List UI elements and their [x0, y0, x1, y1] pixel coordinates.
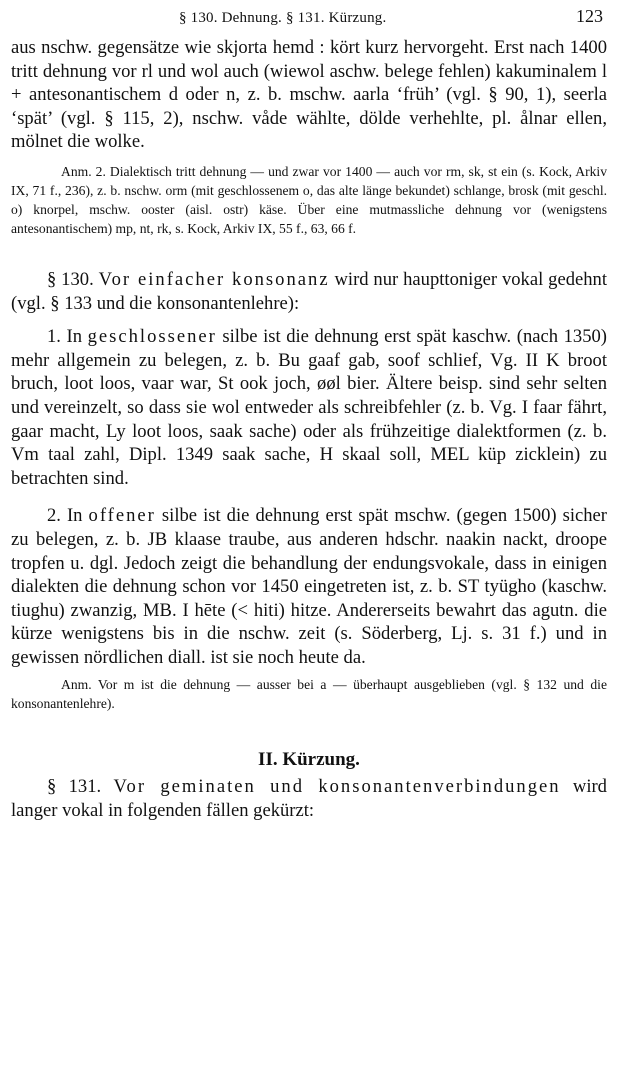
page-number: 123 — [576, 6, 603, 26]
section-131-spaced-heading: Vor geminaten und konsonantenverbindungen — [113, 776, 561, 798]
item-1-number: 1. In — [47, 326, 82, 348]
footnote-anm-2: Anm. 2. Dialektisch tritt dehnung — und zwar vor 1400 — auch vor rm, sk, st ein (s. Kock, Arkiv IX, 71 f., 236), z. b. nschw. orm (mit geschlossenem o, das alte länge bekundet) schlange, brosk (mit geschl. o) knorpel, mschw. ooster (aisl. ostr) käse. Über eine mutmassliche dehnung vor (wenigstens antesonantischem) mp, nt, rk, s. Kock, Arkiv IX, 55 f., 63, 66 f. — [11, 163, 607, 236]
section-130-number: § 130. — [47, 268, 94, 290]
section-130-text: wird nur haupttoniger vokal gedehnt (vgl. § 133 und die konsonantenlehre): — [11, 268, 608, 314]
item-2-text: silbe ist die dehnung erst spät mschw. (gegen 1500) sicher zu belegen, z. b. JB klaase traube, aus anderen hdschr. naakin nackt, droope tropfen u. dgl. Jedoch zeigt die behandlung der endungsvokale, dass in einigen dialekten die dehnung schon vor 1450 eingetreten ist, z. b. ST tyügho (kaschw. tiughu) zwanzig, MB. I hēte (< hiti) hitze. Andererseits bewahrt das agutn. die kürze wenigstens bis in die nschw. zeit (s. Söderberg, Lj. s. 31 f.) und in gewissen nördlichen diall. ist sie noch heute da. — [11, 505, 607, 668]
item-1-text: silbe ist die dehnung erst spät kaschw. (nach 1350) mehr allgemein zu belegen, z. b. Bu gaaf gab, soof schlief, Vg. II K broot bruch, loot loos, vaar war, St ook joch, øøl bier. Ältere beisp. sind sehr selten und vereinzelt, so dass sie wol entweder als schreibfehler (z. b. Vg. I faar fährt, gaar macht, Ly loot loos, saak sache) oder als frühzeitige dialektformen (z. b. Vm taal zahl, Dipl. 1349 saak sache, H skaal soll, MEL küp zicklein) zu betrachten sind. — [11, 326, 607, 489]
section-131-number: § 131. — [47, 776, 102, 798]
section-131-text: wird langer vokal in folgenden fällen gekürzt: — [11, 776, 607, 822]
paragraph-continuation: aus nschw. gegensätze wie skjorta hemd : kört kurz hervorgeht. Erst nach 1400 tritt dehnung vor rl und wol auch (wiewol aschw. belege fehlen) kakuminalem l + antesonantischem d oder n, z. b. mschw. aarla ‘früh’ (vgl. § 90, 1), seerla ‘spät’ (vgl. § 115, 2), nschw. våde wählte, dölde verhehlte, pl. ålnar ellen, mölnet die wolke. — [11, 37, 607, 153]
item-2-spaced-term: offener — [88, 505, 156, 527]
item-1-spaced-term: geschlossener — [87, 326, 217, 348]
section-130-paragraph — [11, 268, 607, 315]
item-1-paragraph — [11, 325, 607, 490]
footnote-anm: Anm. Vor m ist die dehnung — ausser bei a — überhaupt ausgeblieben (vgl. § 132 und die konsonantenlehre). — [11, 677, 607, 712]
section-130-spaced-heading: Vor einfacher konsonanz — [98, 268, 330, 290]
running-head-title: § 130. Dehnung. § 131. Kürzung. — [179, 10, 387, 26]
item-2-number: 2. In — [47, 505, 83, 527]
section-heading-kuerzung: II. Kürzung. — [258, 749, 360, 771]
section-131-paragraph — [11, 775, 607, 822]
item-2-paragraph — [11, 504, 607, 669]
running-head — [11, 6, 607, 34]
